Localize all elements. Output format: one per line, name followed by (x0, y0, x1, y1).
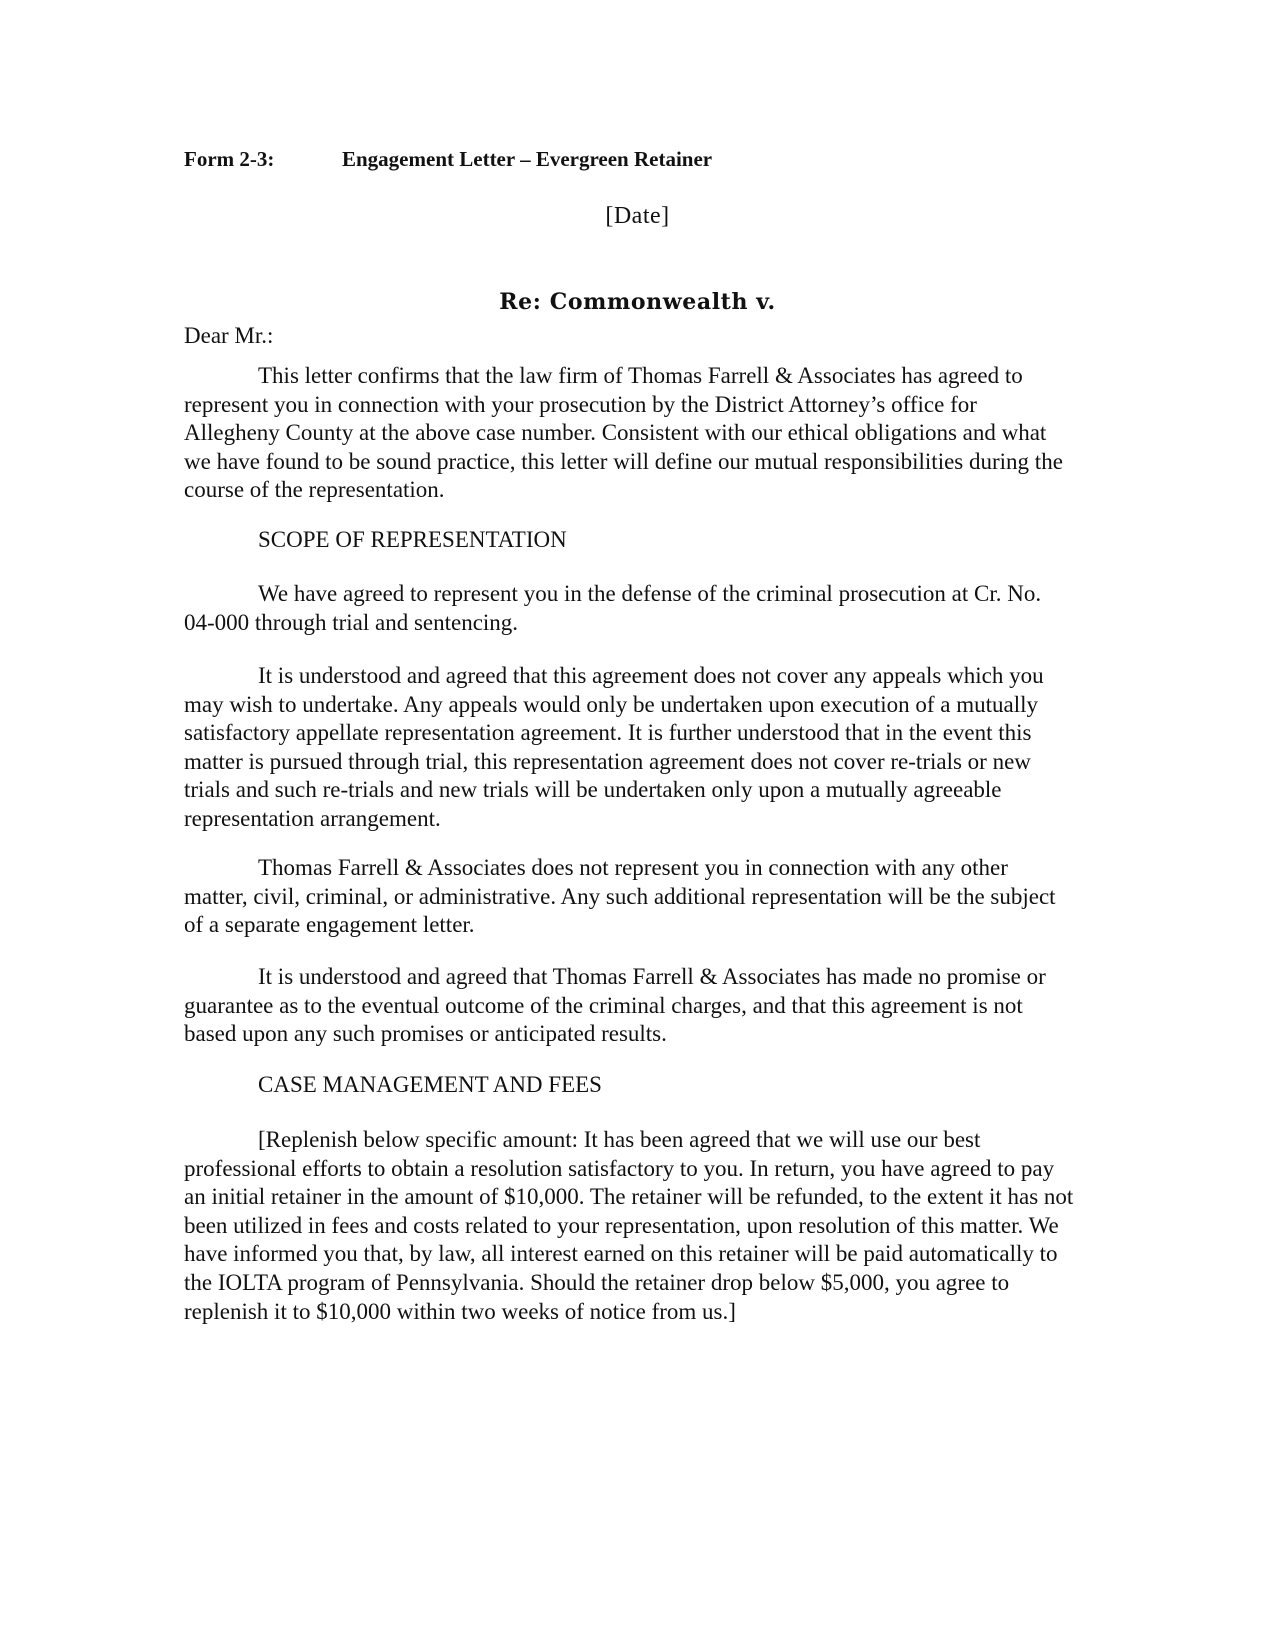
date-placeholder: [Date] (605, 203, 670, 229)
scope-defense-paragraph (184, 580, 1074, 637)
form-header (184, 147, 712, 172)
paragraph-text: It is understood and agreed that this agreement does not cover any appeals which you may wish to undertake. Any appeals would only be undertaken upon execution of a mutually satisfactory appellate representation agreement. It is further understood that in the event this matter is pursued through trial, this representation agreement does not cover re-trials or new trials and such re-trials and new trials will be undertaken only upon a mutually agreeable representation arrangement. (184, 663, 1044, 831)
heading-scope: SCOPE OF REPRESENTATION (258, 527, 567, 552)
salutation: Dear Mr.: (184, 323, 274, 348)
paragraph-text: We have agreed to represent you in the defense of the criminal prosecution at Cr. No. 04-000 through trial and sentencing. (184, 581, 1042, 635)
form-number: Form 2-3: (184, 147, 275, 171)
heading-fees: CASE MANAGEMENT AND FEES (258, 1072, 602, 1097)
fees-replenish-paragraph (184, 1126, 1074, 1326)
re-line: Re: Commonwealth v. (499, 289, 776, 315)
scope-appeals-paragraph (184, 662, 1074, 834)
paragraph-text: This letter confirms that the law firm of Thomas Farrell & Associates has agreed to represent you in connection with your prosecution by the District Attorney’s office for Allegheny County at the above case number. Consistent with our ethical obligations and what we have found to be sound practice, this letter will define our mutual responsibilities during the course of the representation. (184, 363, 1063, 503)
paragraph-text: Thomas Farrell & Associates does not represent you in connection with any other matter, civil, criminal, or administrative. Any such additional representation will be the subject of a separate engagement letter. (184, 855, 1056, 938)
form-title: Engagement Letter – Evergreen Retainer (342, 147, 713, 171)
paragraph-text: [Replenish below specific amount: It has been agreed that we will use our best professional efforts to obtain a resolution satisfactory to you. In return, you have agreed to pay an initial retainer in the amount of $10,000. The retainer will be refunded, to the extent it has not been utilized in fees and costs related to your representation, upon resolution of this matter. We have informed you that, by law, all interest earned on this retainer will be paid automatically to the IOLTA program of Pennsylvania. Should the retainer drop below $5,000, you agree to replenish it to $10,000 within two weeks of notice from us.] (184, 1127, 1074, 1324)
scope-no-guarantee-paragraph (184, 963, 1074, 1049)
scope-other-matters-paragraph (184, 854, 1074, 940)
intro-paragraph (184, 362, 1074, 505)
paragraph-text: It is understood and agreed that Thomas Farrell & Associates has made no promise or guarantee as to the eventual outcome of the criminal charges, and that this agreement is not based upon any such promises or anticipated results. (184, 964, 1046, 1047)
